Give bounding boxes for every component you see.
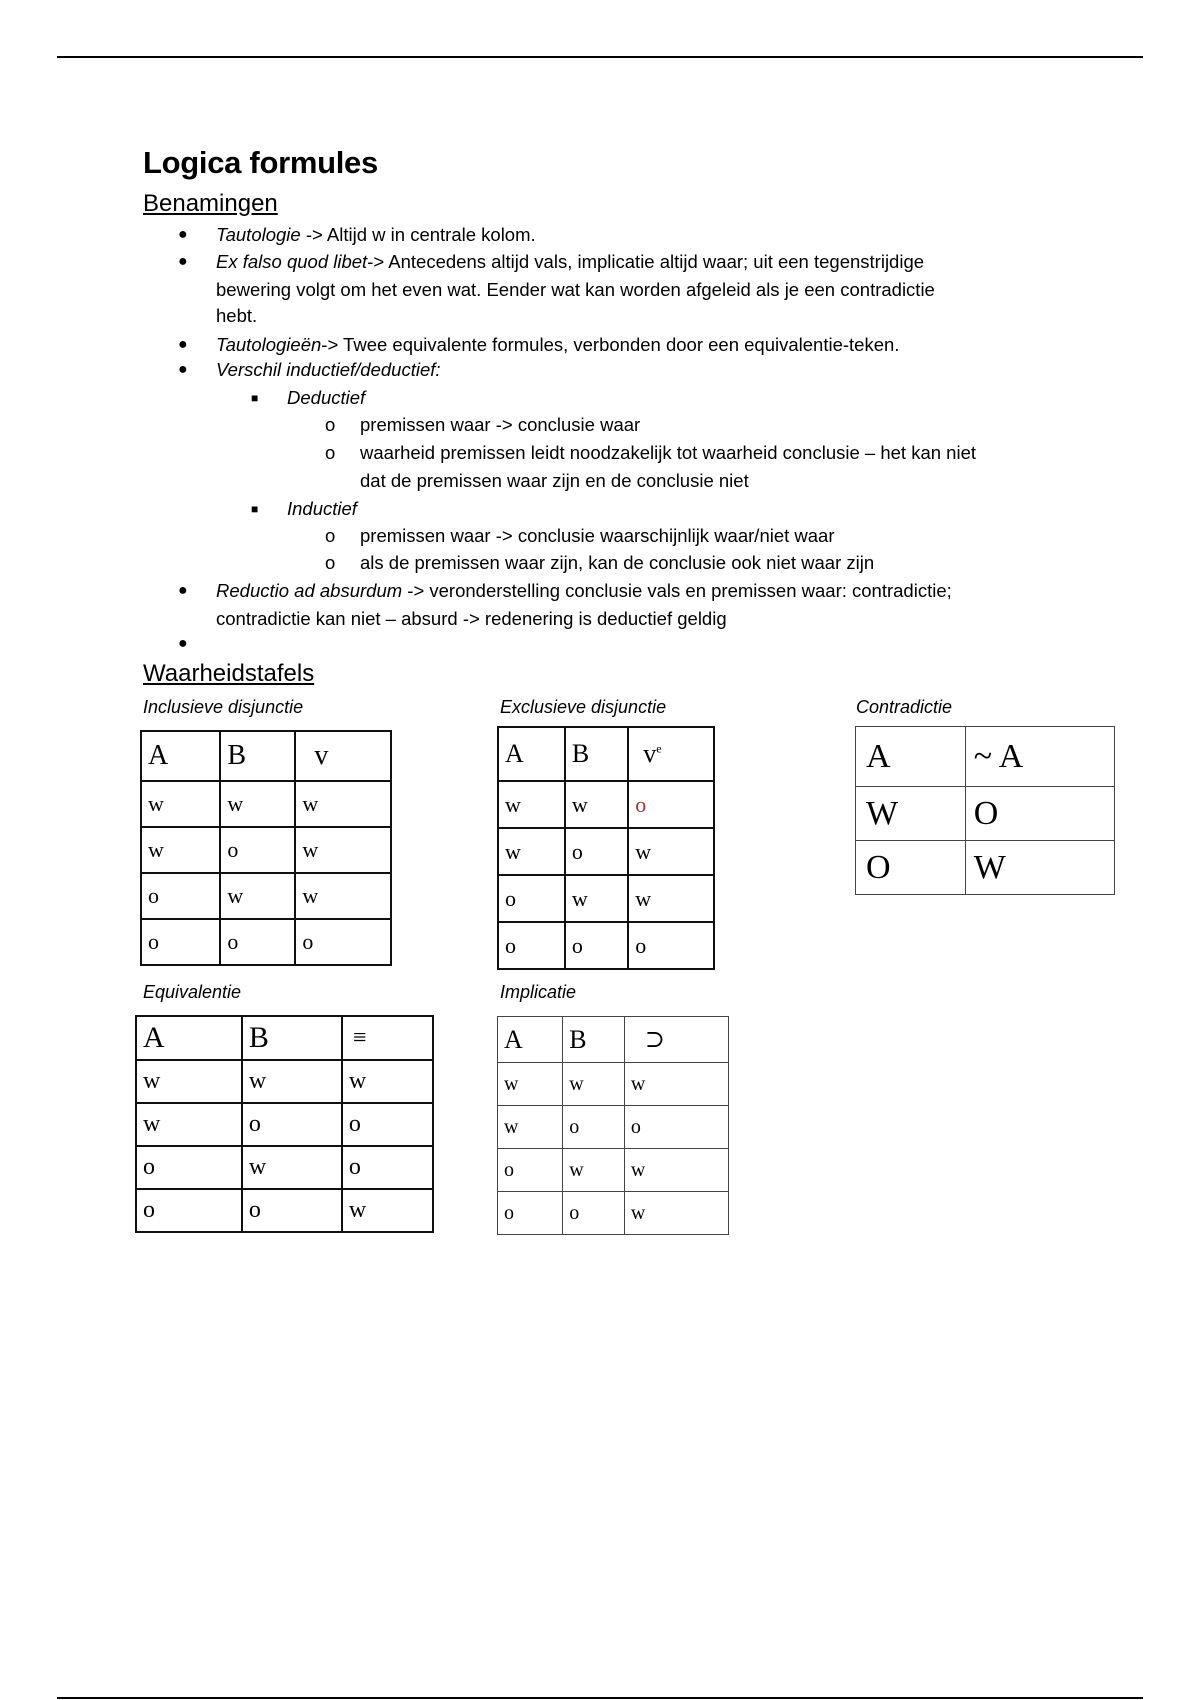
cell: w bbox=[565, 875, 628, 922]
cell: O bbox=[965, 787, 1114, 841]
cell: o bbox=[624, 1106, 728, 1149]
cell: ≡ bbox=[342, 1016, 433, 1060]
table-row bbox=[136, 1146, 433, 1189]
cell: w bbox=[342, 1189, 433, 1232]
table-row bbox=[498, 922, 714, 969]
cell: B bbox=[565, 727, 628, 781]
table-row bbox=[136, 1103, 433, 1146]
cell: o bbox=[628, 922, 714, 969]
table-header-row bbox=[856, 727, 1115, 787]
cell: w bbox=[242, 1060, 342, 1103]
cell: w bbox=[136, 1060, 242, 1103]
table-row bbox=[498, 1063, 729, 1106]
cell: w bbox=[624, 1063, 728, 1106]
caption-equivalence: Equivalentie bbox=[143, 982, 242, 1002]
item-inductief: Inductief bbox=[287, 498, 357, 519]
table-row bbox=[141, 873, 391, 919]
cell: o bbox=[141, 873, 220, 919]
bullet-dot: ● bbox=[178, 226, 188, 243]
top-rule bbox=[57, 56, 1143, 58]
cell: w bbox=[628, 828, 714, 875]
cell: w bbox=[242, 1146, 342, 1189]
cell: o bbox=[342, 1146, 433, 1189]
deductief-2-line2: dat de premissen waar zijn en de conclusie niet bbox=[360, 470, 749, 491]
cell: o bbox=[498, 922, 565, 969]
table-row bbox=[141, 919, 391, 965]
cell: B bbox=[563, 1017, 625, 1063]
cell: o bbox=[498, 1192, 563, 1235]
cell: B bbox=[220, 731, 295, 781]
cell: o bbox=[342, 1103, 433, 1146]
page-title: Logica formules bbox=[143, 145, 378, 180]
cell: o bbox=[136, 1146, 242, 1189]
cell: o bbox=[563, 1106, 625, 1149]
bullet-tautologieen: Tautologieën-> Twee equivalente formules, verbonden door een equivalentie-teken. bbox=[216, 334, 900, 355]
cell: w bbox=[498, 1063, 563, 1106]
table-header-row bbox=[498, 727, 714, 781]
cell: O bbox=[856, 841, 966, 895]
cell: w bbox=[624, 1149, 728, 1192]
cell: o bbox=[565, 828, 628, 875]
cell: w bbox=[220, 873, 295, 919]
cell: w bbox=[295, 827, 391, 873]
table-row bbox=[136, 1060, 433, 1103]
table-row bbox=[136, 1189, 433, 1232]
cell: w bbox=[295, 873, 391, 919]
table-row bbox=[856, 787, 1115, 841]
table-row bbox=[498, 1192, 729, 1235]
cell: o bbox=[295, 919, 391, 965]
heading-waarheidstafels: Waarheidstafels bbox=[143, 660, 315, 687]
cell: o bbox=[136, 1189, 242, 1232]
cell: A bbox=[498, 727, 565, 781]
table-row bbox=[141, 827, 391, 873]
cell: B bbox=[242, 1016, 342, 1060]
cell: w bbox=[220, 781, 295, 827]
cell: w bbox=[136, 1103, 242, 1146]
inductief-1: premissen waar -> conclusie waarschijnlijk waar/niet waar bbox=[360, 525, 835, 546]
table-row bbox=[498, 781, 714, 828]
cell: o bbox=[242, 1189, 342, 1232]
table-row bbox=[856, 841, 1115, 895]
table-row bbox=[498, 1149, 729, 1192]
cell: $v^e$ bbox=[628, 727, 714, 781]
cell: ⊃ bbox=[624, 1017, 728, 1063]
caption-inclusive: Inclusieve disjunctie bbox=[143, 697, 304, 717]
cell: w bbox=[498, 828, 565, 875]
table-equivalence bbox=[135, 1015, 434, 1233]
cell: w bbox=[624, 1192, 728, 1235]
bottom-rule bbox=[57, 1697, 1143, 1699]
cell: o bbox=[498, 875, 565, 922]
cell: o bbox=[498, 1149, 563, 1192]
bullet-ex-falso-line3: hebt. bbox=[216, 305, 258, 326]
deductief-1: premissen waar -> conclusie waar bbox=[360, 414, 641, 435]
sub-bullet-o: o bbox=[325, 525, 336, 546]
bullet-dot: ● bbox=[178, 336, 188, 353]
sub-bullet-o: o bbox=[325, 442, 336, 463]
sub-bullet-o: o bbox=[325, 552, 336, 573]
bullet-ex-falso: Ex falso quod libet-> Antecedens altijd vals, implicatie altijd waar; uit een tegenstrijdige bbox=[216, 251, 925, 272]
cell: A bbox=[141, 731, 220, 781]
bullet-dot: ● bbox=[178, 361, 188, 378]
table-header-row bbox=[498, 1017, 729, 1063]
cell: o bbox=[563, 1192, 625, 1235]
bullet-dot-empty: ● bbox=[178, 635, 188, 652]
caption-implication: Implicatie bbox=[500, 982, 577, 1002]
table-row bbox=[498, 1106, 729, 1149]
bullet-tautologie: Tautologie -> Altijd w in centrale kolom. bbox=[216, 224, 536, 245]
bullet-verschil: Verschil inductief/deductief: bbox=[216, 359, 441, 380]
cell: o bbox=[628, 781, 714, 828]
cell: o bbox=[141, 919, 220, 965]
cell: w bbox=[498, 781, 565, 828]
square-bullet: ■ bbox=[251, 502, 259, 516]
cell: W bbox=[965, 841, 1114, 895]
item-deductief: Deductief bbox=[287, 387, 366, 408]
square-bullet: ■ bbox=[251, 391, 259, 405]
cell: w bbox=[563, 1063, 625, 1106]
cell: w bbox=[565, 781, 628, 828]
bullet-dot: ● bbox=[178, 582, 188, 599]
table-row bbox=[498, 828, 714, 875]
cell: o bbox=[565, 922, 628, 969]
cell: A bbox=[136, 1016, 242, 1060]
table-header-row bbox=[136, 1016, 433, 1060]
cell: w bbox=[295, 781, 391, 827]
table-exclusive-disjunction bbox=[497, 726, 715, 970]
cell: v bbox=[295, 731, 391, 781]
table-inclusive-disjunction bbox=[140, 730, 392, 966]
cell: W bbox=[856, 787, 966, 841]
table-row bbox=[141, 781, 391, 827]
caption-exclusive: Exclusieve disjunctie bbox=[500, 697, 667, 717]
cell: o bbox=[220, 919, 295, 965]
inductief-2: als de premissen waar zijn, kan de conclusie ook niet waar zijn bbox=[360, 552, 875, 573]
bullet-ex-falso-line2: bewering volgt om het even wat. Eender wat kan worden afgeleid als je een contradictie bbox=[216, 279, 935, 300]
cell: w bbox=[141, 781, 220, 827]
table-contradiction bbox=[855, 726, 1115, 895]
caption-contradiction: Contradictie bbox=[856, 697, 953, 717]
cell: o bbox=[242, 1103, 342, 1146]
cell: w bbox=[141, 827, 220, 873]
table-header-row bbox=[141, 731, 391, 781]
table-row bbox=[498, 875, 714, 922]
sub-bullet-o: o bbox=[325, 414, 336, 435]
cell: w bbox=[498, 1106, 563, 1149]
cell: A bbox=[498, 1017, 563, 1063]
cell: ~ A bbox=[965, 727, 1114, 787]
cell: w bbox=[628, 875, 714, 922]
bullet-reductio-line2: contradictie kan niet – absurd -> redenering is deductief geldig bbox=[216, 608, 727, 629]
cell: w bbox=[563, 1149, 625, 1192]
bullet-dot: ● bbox=[178, 253, 188, 270]
table-implication bbox=[497, 1016, 729, 1235]
cell: A bbox=[856, 727, 966, 787]
cell: w bbox=[342, 1060, 433, 1103]
cell: o bbox=[220, 827, 295, 873]
bullet-reductio: Reductio ad absurdum -> veronderstelling conclusie vals en premissen waar: contradictie; bbox=[216, 580, 952, 601]
heading-benamingen: Benamingen bbox=[143, 190, 278, 217]
deductief-2: waarheid premissen leidt noodzakelijk tot waarheid conclusie – het kan niet bbox=[360, 442, 976, 463]
